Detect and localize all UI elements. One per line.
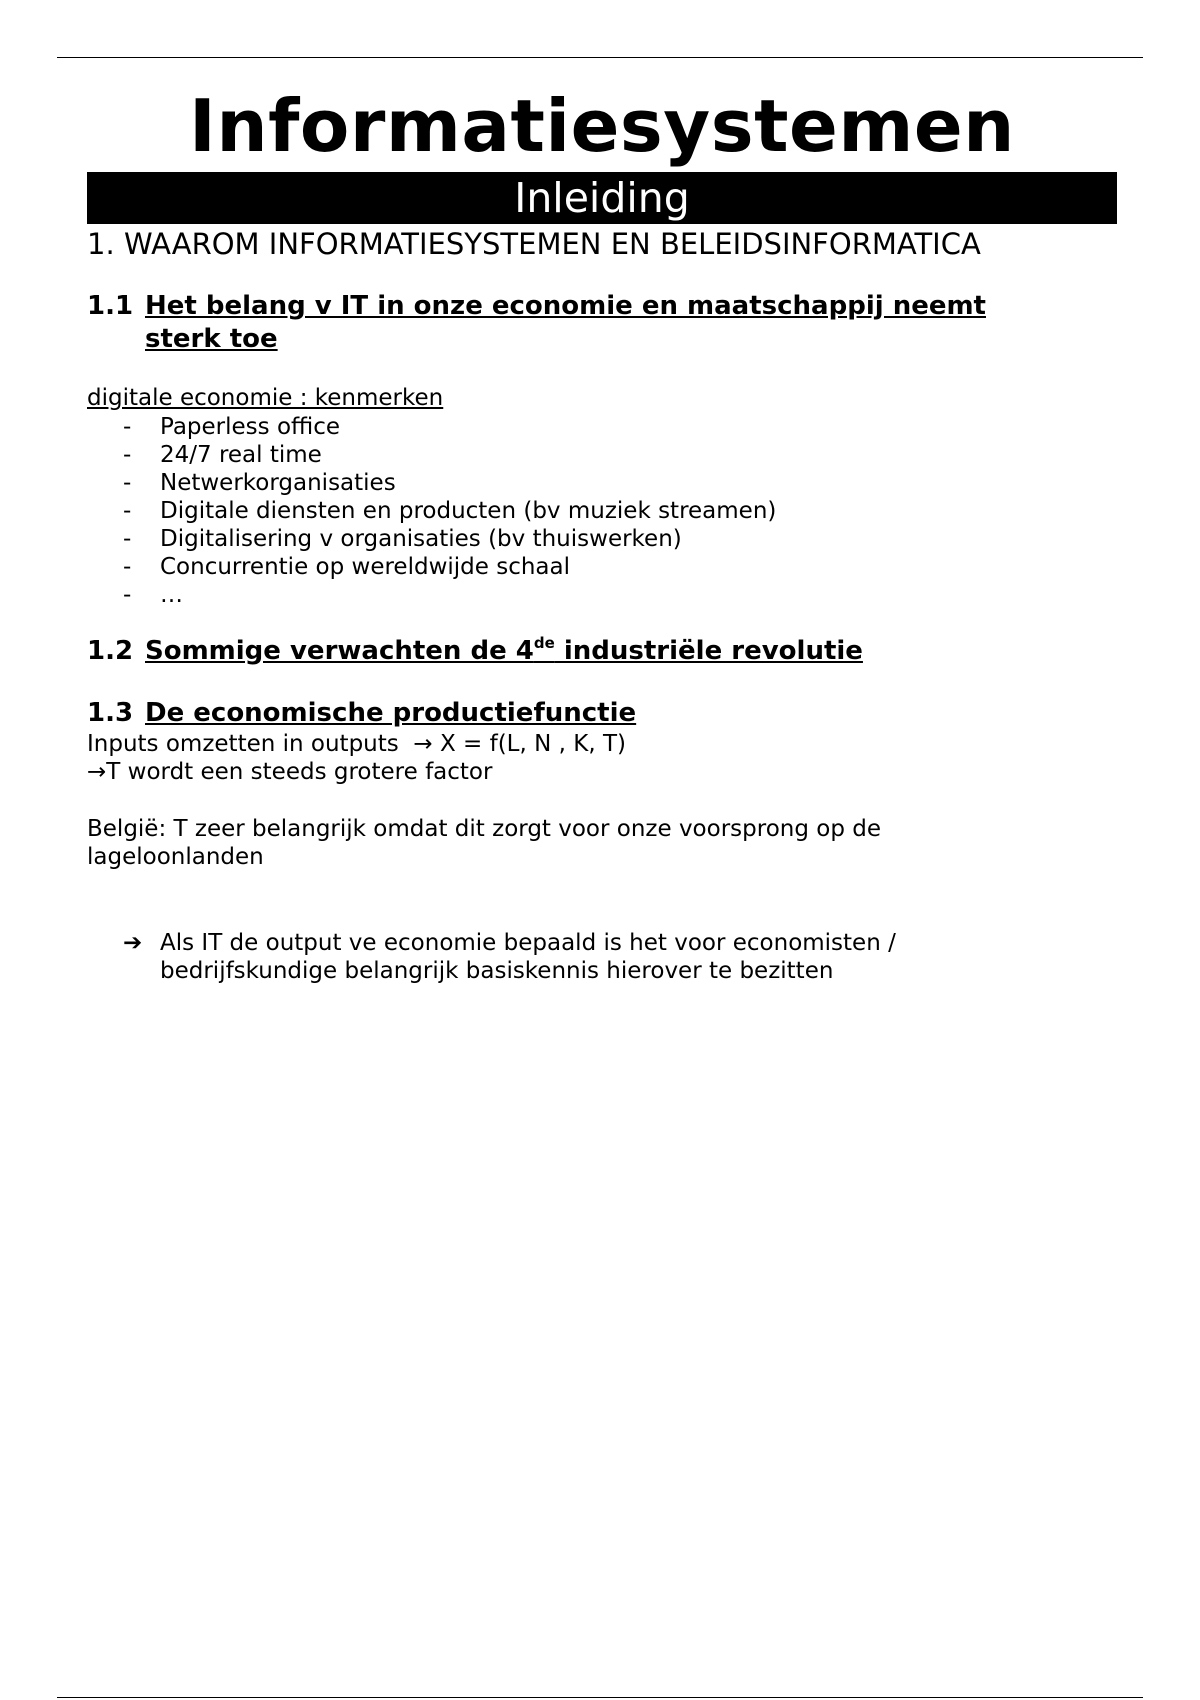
subsection-title-end: industriële revolutie — [554, 635, 863, 666]
digital-economy-label: digitale economie : kenmerken — [87, 385, 444, 411]
list-dash: - — [123, 525, 132, 552]
subsection-number: 1.3 — [87, 697, 134, 728]
list-dash: - — [123, 553, 132, 580]
subsection-number: 1.1 — [87, 291, 134, 321]
list-item — [87, 413, 1117, 441]
subsection-heading-1-1 — [87, 290, 1117, 356]
list-item-text: Netwerkorganisaties — [160, 469, 396, 496]
section-title: WAAROM INFORMATIESYSTEMEN EN BELEIDSINFORMATICA — [124, 227, 981, 261]
conclusion-text — [160, 929, 896, 986]
list-item — [87, 581, 1117, 609]
list-item-text: Paperless office — [160, 413, 341, 440]
list-item-text: Digitale diensten en producten (bv muziek streamen) — [160, 497, 777, 524]
subsection-title-start: Sommige verwachten de 4 — [145, 635, 534, 666]
subsection-title — [145, 290, 986, 356]
belgium-line-1: België: T zeer belangrijk omdat dit zorgt voor onze voorsprong op de — [87, 815, 881, 842]
list-item — [87, 497, 1117, 525]
list-dash: - — [123, 581, 132, 608]
bottom-rule — [57, 1697, 1143, 1698]
subsection-heading-1-2 — [87, 635, 1117, 668]
subsection-title-line-2: sterk toe — [145, 324, 278, 354]
list-dash: - — [123, 497, 132, 524]
arrow-icon: ➔ — [123, 929, 143, 956]
list-item-text: 24/7 real time — [160, 441, 322, 468]
list-item-text: Concurrentie op wereldwijde schaal — [160, 553, 571, 580]
subsection-heading-1-3 — [87, 697, 1117, 730]
list-item — [87, 553, 1117, 581]
list-item — [87, 441, 1117, 469]
list-item — [87, 469, 1117, 497]
list-item-text: Digitalisering v organisaties (bv thuiswerken) — [160, 525, 682, 552]
list-item — [87, 525, 1117, 553]
subsection-title-line-1: Het belang v IT in onze economie en maatschappij neemt — [145, 291, 986, 321]
page-content — [87, 80, 1117, 986]
conclusion-item — [87, 929, 1117, 986]
document-title: Informatiesystemen — [189, 84, 1015, 168]
ordinal-suffix: de — [533, 633, 555, 652]
belgium-line-2: lageloonlanden — [87, 844, 264, 870]
section-heading-1 — [87, 226, 1117, 262]
top-rule — [57, 57, 1143, 58]
list-dash: - — [123, 469, 132, 496]
section-number: 1. — [87, 227, 115, 261]
conclusion-line-1: Als IT de output ve economie bepaald is het voor economisten / — [160, 929, 896, 956]
list-dash: - — [123, 441, 132, 468]
production-function-line: Inputs omzetten in outputs → X = f(L, N , K, T) — [87, 730, 626, 757]
digital-economy-list — [87, 413, 1117, 609]
list-dash: - — [123, 413, 132, 440]
subsection-title — [145, 635, 863, 668]
conclusion-line-2: bedrijfskundige belangrijk basiskennis hierover te bezitten — [160, 958, 834, 984]
list-item-text: … — [160, 581, 183, 608]
subsection-number: 1.2 — [87, 635, 134, 666]
technology-factor-line: →T wordt een steeds grotere factor — [87, 759, 493, 785]
subsection-title: De economische productiefunctie — [145, 697, 637, 728]
chapter-heading: Inleiding — [87, 172, 1117, 224]
